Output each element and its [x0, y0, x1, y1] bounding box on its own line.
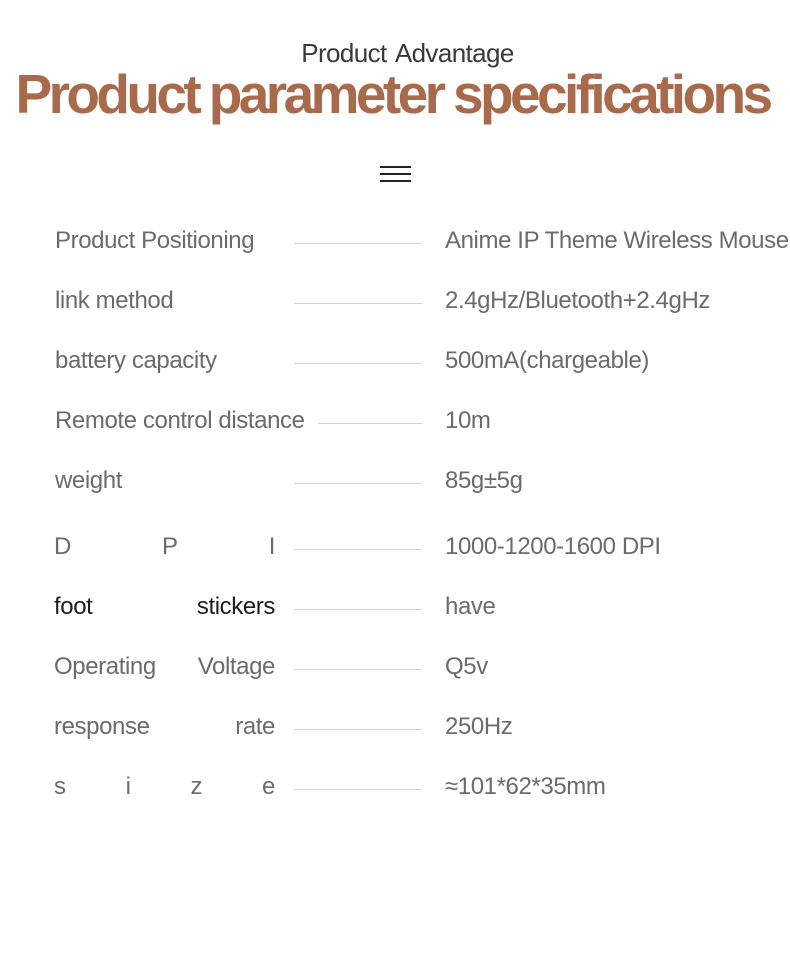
spec-divider-line [294, 303, 422, 304]
spec-divider-line [294, 729, 422, 730]
spec-divider-line [294, 549, 422, 550]
menu-icon-bar [380, 173, 411, 175]
spec-row-response-rate [0, 707, 790, 747]
header-subtitle: Product Advantage [301, 38, 514, 68]
spec-value: Anime IP Theme Wireless Mouse [445, 227, 789, 254]
spec-label-part: s [54, 773, 66, 800]
spec-row-weight [0, 461, 790, 501]
menu-icon[interactable] [380, 166, 411, 182]
spec-divider-line [294, 789, 422, 790]
spec-divider-line [294, 483, 422, 484]
spec-label-part: e [262, 773, 275, 800]
spec-row-product-positioning [0, 221, 790, 261]
spec-value: Q5v [445, 653, 488, 680]
spec-row-operating-voltage [0, 647, 790, 687]
spec-label [54, 527, 275, 567]
menu-icon-bar [380, 166, 411, 168]
spec-row-link-method [0, 281, 790, 321]
spec-value: 10m [445, 407, 491, 434]
spec-label-part: Operating [54, 653, 156, 680]
spec-row-battery-capacity [0, 341, 790, 381]
spec-divider-line [294, 243, 422, 244]
spec-label-part: P [162, 533, 178, 560]
spec-label [54, 587, 275, 627]
spec-value: have [445, 593, 496, 620]
spec-row-remote-control-distance [0, 401, 790, 441]
spec-label: weight [55, 467, 122, 494]
spec-value: 500mA(chargeable) [445, 347, 649, 374]
spec-value: 85g±5g [445, 467, 523, 494]
spec-row-size [0, 767, 790, 807]
spec-label-part: Voltage [197, 653, 275, 680]
spec-label-part: z [190, 773, 203, 800]
spec-value: 250Hz [445, 713, 513, 740]
spec-label-part: foot [54, 593, 93, 620]
spec-row-foot-stickers [0, 587, 790, 627]
spec-label-part: D [54, 533, 71, 560]
spec-label-part: stickers [196, 593, 275, 620]
spec-label-part: i [125, 773, 131, 800]
spec-value: 2.4gHz/Bluetooth+2.4gHz [445, 287, 710, 314]
spec-label [54, 647, 275, 687]
spec-label: battery capacity [55, 347, 217, 374]
spec-divider-line [294, 609, 422, 610]
spec-divider-line [294, 669, 422, 670]
spec-label-part: I [268, 533, 275, 560]
page-title: Product parameter specifications [15, 63, 770, 125]
spec-label-part: response [54, 713, 150, 740]
spec-label [54, 707, 275, 747]
spec-label: Product Positioning [55, 227, 255, 254]
spec-divider-line [318, 423, 422, 424]
spec-label-part: rate [235, 713, 275, 740]
spec-value: 1000-1200-1600 DPI [445, 533, 661, 560]
spec-label: link method [55, 287, 174, 314]
spec-label [54, 767, 275, 807]
menu-icon-bar [380, 180, 411, 182]
spec-divider-line [294, 363, 422, 364]
spec-label: Remote control distance [55, 407, 305, 434]
spec-row-dpi [0, 527, 790, 567]
spec-value: ≈101*62*35mm [445, 773, 606, 800]
